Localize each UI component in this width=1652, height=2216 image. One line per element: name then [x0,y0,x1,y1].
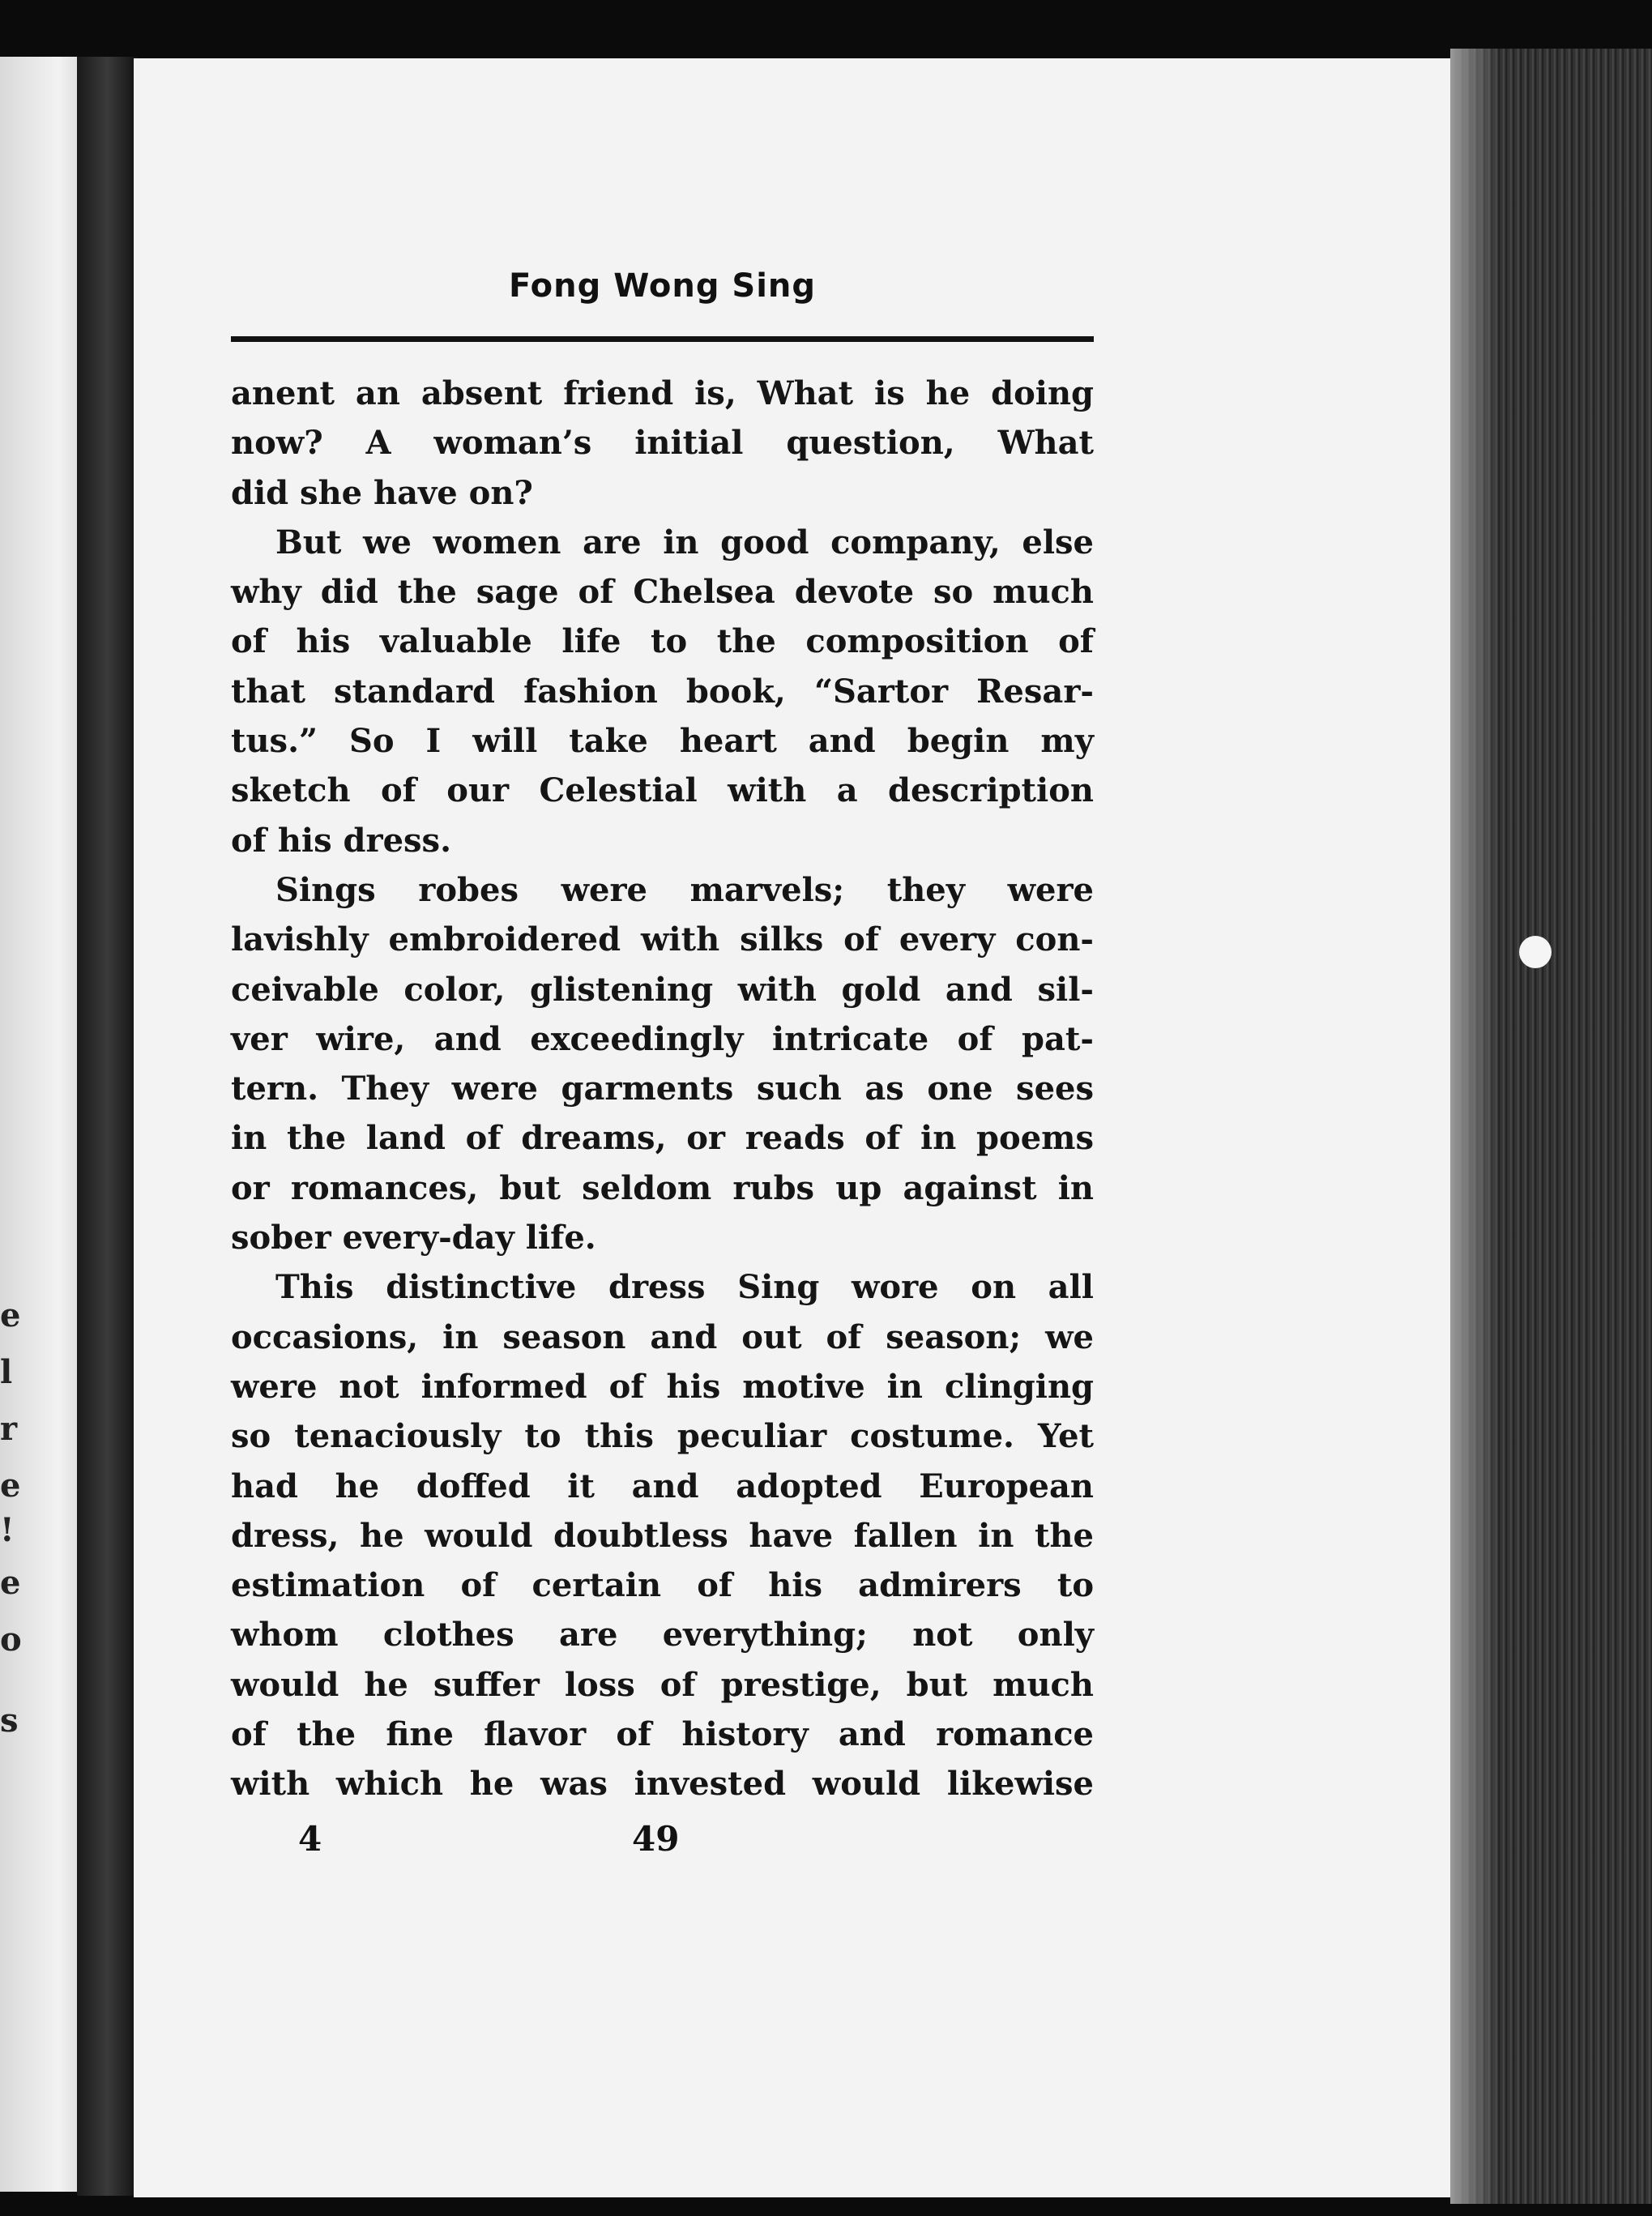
signature-mark: 4 [298,1819,322,1859]
running-head: Fong Wong Sing [508,267,817,305]
fragment-glyph: e [0,1467,21,1505]
text-line: dress, he would doubtless have fallen in the [231,1516,1094,1555]
fragment-glyph: l [0,1353,13,1391]
fragment-glyph: s [0,1701,19,1740]
header-rule [231,336,1094,342]
fragment-glyph: r [0,1410,18,1448]
fragment-glyph: o [0,1620,22,1659]
text-line: why did the sage of Chelsea devote so much [231,573,1094,612]
text-line: would he suffer loss of prestige, but much [231,1665,1094,1704]
text-line: or romances, but seldom rubs up against in [231,1168,1094,1207]
text-line: ceivable color, glistening with gold and sil- [231,970,1094,1009]
text-line: whom clothes are everything; not only [231,1616,1094,1655]
text-line: ver wire, and exceedingly intricate of pat- [231,1019,1094,1058]
text-line: so tenaciously to this peculiar costume. Yet [231,1417,1094,1456]
text-line: sober every-day life. [231,1219,596,1257]
text-line: in the land of dreams, or reads of in poems [231,1119,1094,1158]
text-line: now? A woman’s initial question, What [231,424,1094,463]
page-stack-edge [1450,49,1652,2204]
text-line: did she have on? [231,473,533,512]
text-line: of his dress. [231,821,451,860]
fragment-glyph: e [0,1296,21,1334]
body-text [231,369,1094,1809]
text-line: anent an absent friend is, What is he doing [231,374,1094,412]
text-line: tern. They were garments such as one sees [231,1070,1094,1108]
book-gutter [77,57,138,2196]
page-number: 49 [632,1819,680,1859]
text-line: of the fine flavor of history and romance [231,1715,1094,1754]
text-line: lavishly embroidered with silks of every con- [231,920,1094,959]
text-line: had he doffed it and adopted European [231,1467,1094,1505]
text-line: Sings robes were marvels; they were [275,870,1094,909]
text-line: estimation of certain of his admirers to [231,1566,1094,1605]
text-line: This distinctive dress Sing wore on all [275,1268,1094,1307]
text-line: with which he was invested would likewise [231,1765,1094,1804]
text-line: tus.” So I will take heart and begin my [231,722,1094,761]
text-line: sketch of our Celestial with a description [231,771,1094,810]
text-line: that standard fashion book, “Sartor Resar- [231,672,1094,711]
fragment-glyph: ! [0,1511,15,1549]
paper-blemish [1519,936,1552,968]
text-line: occasions, in season and out of season; we [231,1317,1094,1356]
text-line: were not informed of his motive in clinging [231,1367,1094,1406]
text-line: But we women are in good company, else [275,523,1094,561]
text-line: of his valuable life to the composition of [231,622,1094,661]
fragment-glyph: e [0,1564,21,1602]
